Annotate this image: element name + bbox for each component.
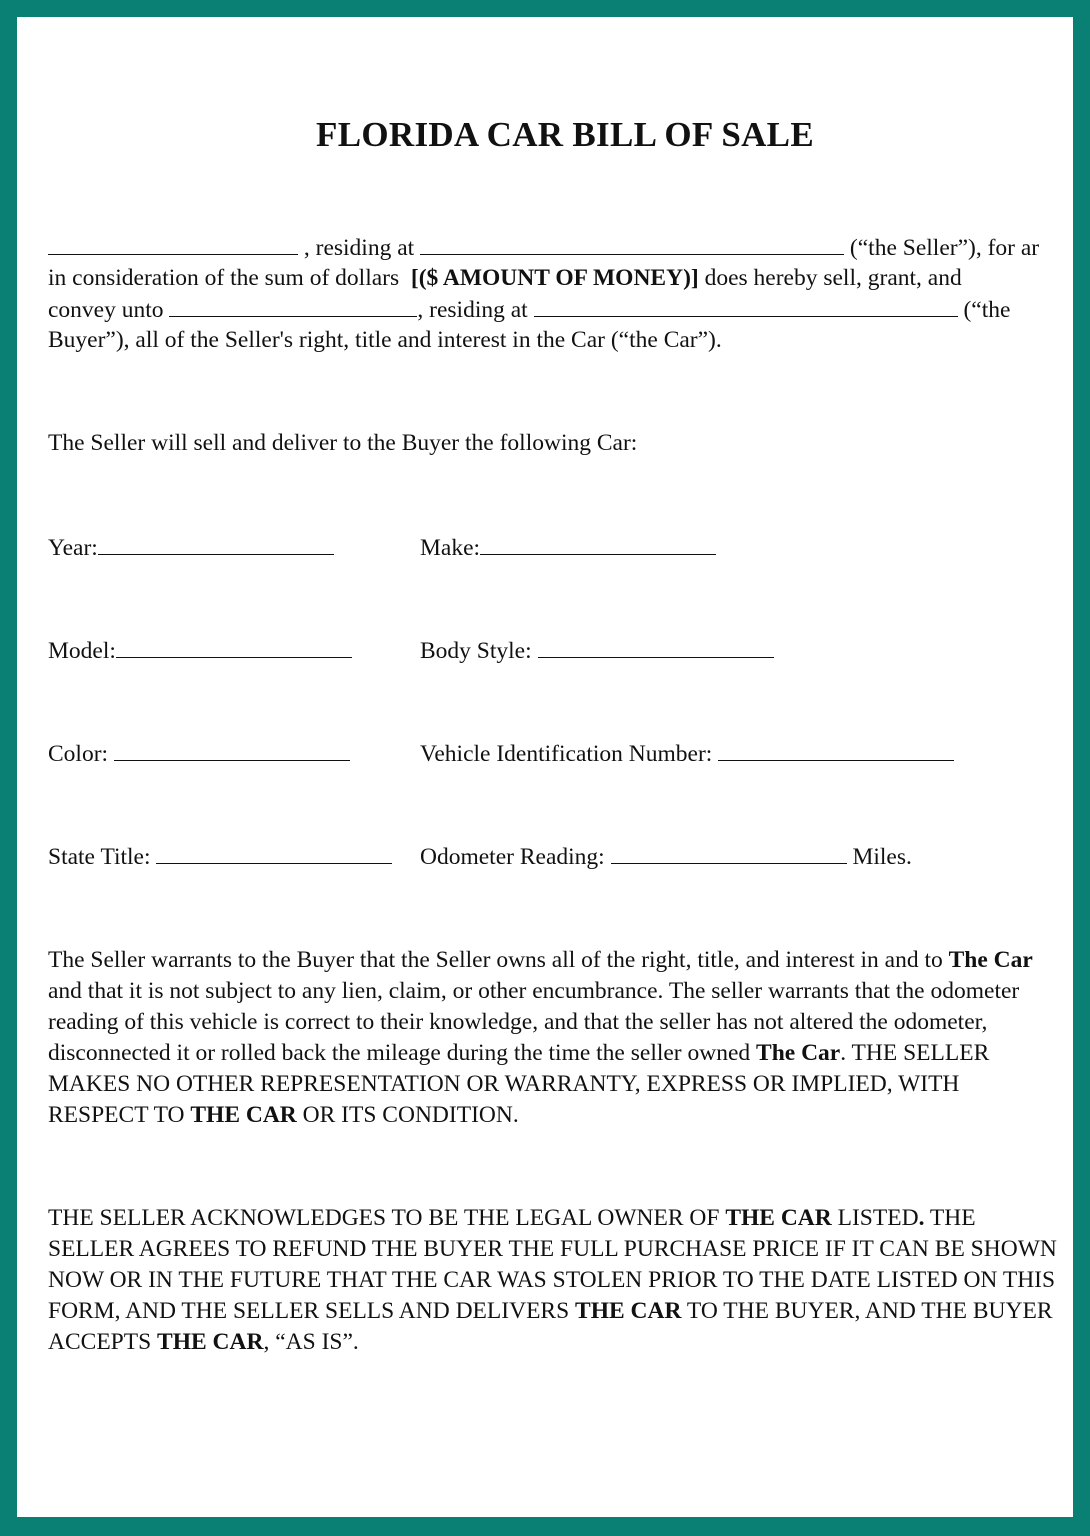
intro-convey-text: convey unto	[48, 297, 164, 323]
model-label: Model:	[48, 638, 116, 664]
model-blank[interactable]	[116, 635, 352, 658]
intro-line-2	[48, 263, 1058, 294]
ack-text-4: TO THE BUYER, AND THE BUYER ACCEPTS	[48, 1298, 1053, 1355]
warranty-text-2: and that it is not subject to any lien, claim, or other encumbrance. The seller warrants that the odometer reading of this vehicle is correct to their knowledge, and that the seller has not altered the odometer, disconnected it or rolled back the mileage during the time the seller owned	[48, 978, 1020, 1066]
state-title-label: State Title:	[48, 844, 151, 870]
warranty-bold-the-car-3: THE CAR	[190, 1102, 297, 1128]
field-row-model-body	[48, 635, 1048, 667]
body-style-label: Body Style:	[420, 638, 532, 664]
odometer-field	[420, 841, 912, 873]
color-field	[48, 738, 350, 770]
intro-line-4: Buyer”), all of the Seller's right, title and interest in the Car (“the Car”).	[48, 327, 722, 353]
intro-the-buyer-label: (“the	[963, 297, 1011, 323]
make-label: Make:	[420, 535, 481, 561]
warranty-bold-the-car-1: The Car	[948, 947, 1033, 973]
ack-text-1: THE SELLER ACKNOWLEDGES TO BE THE LEGAL OWNER OF	[48, 1205, 726, 1231]
field-row-title-odometer	[48, 841, 1048, 873]
buyer-name-blank[interactable]	[169, 294, 417, 317]
field-row-year-make	[48, 532, 1048, 564]
intro-residing-label: , residing at	[303, 235, 415, 261]
seller-name-blank[interactable]	[48, 232, 298, 255]
miles-label: Miles.	[852, 844, 912, 870]
warranty-text-4: OR ITS CONDITION.	[296, 1102, 519, 1128]
color-blank[interactable]	[114, 738, 350, 761]
model-field	[48, 635, 352, 667]
make-field	[420, 532, 716, 564]
warranty-text-3: . THE SELLER MAKES NO OTHER REPRESENTATION OR WARRANTY, EXPRESS OR IMPLIED, WITH RESPECT TO	[48, 1040, 990, 1128]
odometer-blank[interactable]	[611, 841, 847, 864]
ack-text-3: THE SELLER AGREES TO REFUND THE BUYER THE FULL PURCHASE PRICE IF IT CAN BE SHOWN NOW OR IN THE FUTURE THAT THE CAR WAS STOLEN PRIOR TO THE DATE LISTED ON THIS FORM, AND THE SELLER SELLS AND DELIVERS	[48, 1205, 1057, 1324]
ack-text-5: , “AS IS”.	[263, 1329, 359, 1355]
ack-bold-period: .	[918, 1205, 925, 1231]
vin-field	[420, 738, 954, 770]
document-page	[17, 17, 1073, 1517]
year-blank[interactable]	[98, 532, 334, 555]
deliver-statement: The Seller will sell and deliver to the Buyer the following Car:	[48, 430, 638, 456]
warranty-text-1: The Seller warrants to the Buyer that the Seller owns all of the right, title, and interest in and to	[48, 947, 949, 973]
document-title: FLORIDA CAR BILL OF SALE	[316, 115, 814, 154]
body-style-field	[420, 635, 774, 667]
year-label: Year:	[48, 535, 98, 561]
year-field	[48, 532, 334, 564]
intro-consideration-text: in consideration of the sum of dollars	[48, 265, 400, 291]
ack-text-2: LISTED	[831, 1205, 919, 1231]
vin-label: Vehicle Identification Number:	[420, 741, 713, 767]
ack-bold-the-car-1: THE CAR	[725, 1205, 832, 1231]
warranty-bold-the-car-2: The Car	[756, 1040, 841, 1066]
make-blank[interactable]	[480, 532, 716, 555]
state-title-field	[48, 841, 392, 873]
odometer-label: Odometer Reading:	[420, 844, 605, 870]
field-row-color-vin	[48, 738, 1048, 770]
state-title-blank[interactable]	[156, 841, 392, 864]
ack-bold-the-car-3: THE CAR	[157, 1329, 264, 1355]
intro-line-3	[48, 294, 1058, 326]
vin-blank[interactable]	[718, 738, 954, 761]
warranty-paragraph	[48, 945, 1058, 1131]
buyer-address-blank[interactable]	[534, 294, 958, 317]
ack-bold-the-car-2: THE CAR	[575, 1298, 682, 1324]
acknowledgment-paragraph	[48, 1203, 1058, 1358]
amount-of-money-placeholder: [($ AMOUNT OF MONEY)]	[410, 265, 699, 291]
seller-address-blank[interactable]	[420, 232, 844, 255]
intro-seller-label: (“the Seller”), for ar	[849, 235, 1040, 261]
intro-line-1	[48, 232, 1058, 264]
color-label: Color:	[48, 741, 109, 767]
body-style-blank[interactable]	[538, 635, 774, 658]
intro-buyer-residing-label: , residing at	[417, 297, 528, 323]
intro-sell-grant-text: does hereby sell, grant, and	[704, 265, 962, 291]
